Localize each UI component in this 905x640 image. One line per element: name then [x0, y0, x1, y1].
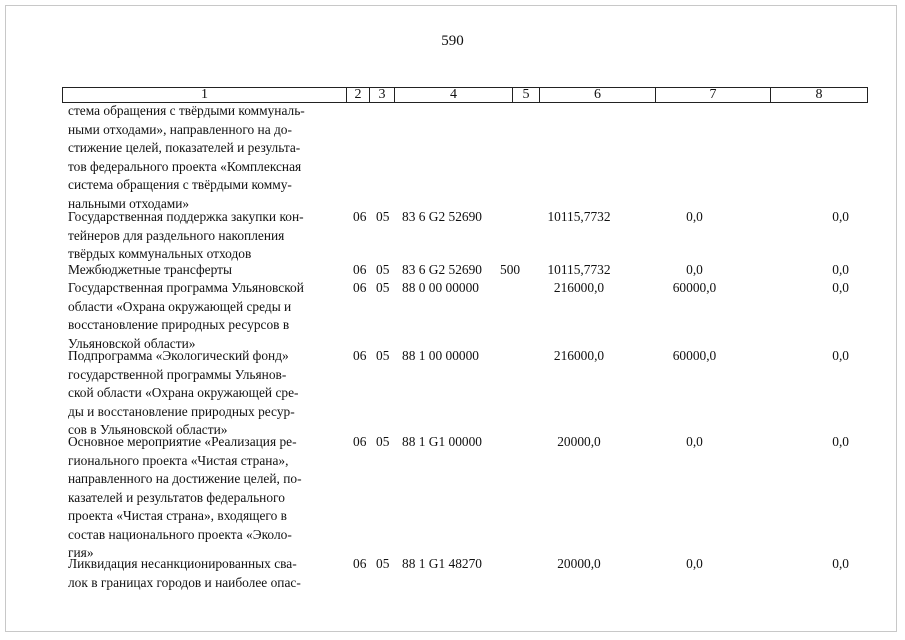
row-name-line: состав национального проекта «Эколо- — [68, 526, 292, 542]
column-header: 2 — [347, 88, 370, 103]
page-number: 590 — [441, 33, 464, 49]
cell-col-4: 88 1 G1 00000 — [402, 434, 482, 449]
row-name-line: ды и восстановление природных ресур- — [68, 403, 295, 419]
cell-col-8: 0,0 — [832, 262, 849, 277]
row-name — [68, 279, 344, 353]
cell-col-2: 06 — [353, 262, 367, 277]
row-name-line: твёрдых коммунальных отходов — [68, 246, 252, 261]
cell-col-7: 60000,0 — [672, 280, 717, 295]
cell-col-6: 10115,7732 — [547, 262, 611, 277]
row-name-line: сов в Ульяновской области» — [68, 422, 228, 437]
row-name-line: проекта «Чистая страна», входящего в — [68, 508, 287, 523]
row-name-line: казателей и результатов федерального — [68, 489, 285, 505]
row-name — [68, 555, 344, 592]
row-name-line: система обращения с твёрдыми комму- — [68, 177, 292, 192]
cell-col-2: 06 — [353, 348, 367, 363]
cell-col-4: 83 6 G2 52690 — [402, 262, 482, 277]
cell-col-7: 0,0 — [686, 556, 703, 571]
row-name-line: Ликвидация несанкционированных сва- — [68, 556, 297, 571]
cell-col-4: 83 6 G2 52690 — [402, 209, 482, 224]
column-header: 4 — [395, 88, 513, 103]
column-header: 5 — [513, 88, 540, 103]
cell-col-4: 88 1 G1 48270 — [402, 556, 482, 571]
row-name-line: области «Охрана окружающей среды и — [68, 298, 292, 314]
cell-col-3: 05 — [376, 556, 390, 571]
row-name-line: Подпрограмма «Экологический фонд» — [68, 348, 289, 363]
cell-col-3: 05 — [376, 280, 390, 295]
cell-col-7: 0,0 — [686, 262, 703, 277]
row-name-line: Основное мероприятие «Реализация ре- — [68, 434, 297, 449]
cell-col-5: 500 — [500, 262, 521, 277]
column-header-table — [62, 87, 868, 103]
cell-col-6: 10115,7732 — [547, 209, 611, 224]
cell-col-8: 0,0 — [832, 434, 849, 449]
cell-col-3: 05 — [376, 348, 390, 363]
cell-col-8: 0,0 — [832, 556, 849, 571]
row-name-line: Государственная поддержка закупки кон- — [68, 209, 304, 224]
column-header: 8 — [771, 88, 868, 103]
row-name-line: гия» — [68, 545, 94, 560]
cell-col-2: 06 — [353, 434, 367, 449]
row-name-line: ными отходами», направленного на до- — [68, 121, 292, 137]
row-name — [68, 102, 344, 213]
cell-col-3: 05 — [376, 434, 390, 449]
cell-col-6: 216000,0 — [553, 280, 605, 295]
row-name-line: лок в границах городов и наиболее опас- — [68, 574, 301, 590]
row-name — [68, 433, 344, 563]
row-name — [68, 347, 344, 440]
cell-col-4: 88 0 00 00000 — [402, 280, 479, 295]
cell-col-6: 20000,0 — [557, 556, 601, 571]
row-name-line: восстановление природных ресурсов в — [68, 317, 290, 332]
row-name — [68, 261, 344, 280]
row-name-line: нальными отходами» — [68, 195, 190, 211]
cell-col-4: 88 1 00 00000 — [402, 348, 479, 363]
cell-col-8: 0,0 — [832, 209, 849, 224]
cell-col-6: 216000,0 — [553, 348, 605, 363]
cell-col-7: 60000,0 — [672, 348, 717, 363]
cell-col-3: 05 — [376, 262, 390, 277]
column-header-row — [63, 88, 868, 103]
row-name-line: стема обращения с твёрдыми коммуналь- — [68, 103, 305, 118]
row-name-line: тов федерального проекта «Комплексная — [68, 158, 302, 174]
row-name-line: стижение целей, показателей и результа- — [68, 140, 301, 155]
row-name-line: направленного на достижение целей, по- — [68, 471, 302, 486]
cell-col-8: 0,0 — [832, 348, 849, 363]
cell-col-2: 06 — [353, 209, 367, 224]
cell-col-7: 0,0 — [686, 434, 703, 449]
column-header: 7 — [656, 88, 771, 103]
row-name-line: Ульяновской области» — [68, 335, 196, 351]
cell-col-7: 0,0 — [686, 209, 703, 224]
cell-col-8: 0,0 — [832, 280, 849, 295]
cell-col-2: 06 — [353, 280, 367, 295]
column-header: 6 — [540, 88, 656, 103]
row-name-line: Межбюджетные трансферты — [68, 262, 232, 277]
row-name-line: ской области «Охрана окружающей сре- — [68, 385, 299, 400]
row-name-line: государственной программы Ульянов- — [68, 366, 287, 382]
column-header: 1 — [63, 88, 347, 103]
column-header: 3 — [370, 88, 395, 103]
row-name-line: тейнеров для раздельного накопления — [68, 227, 285, 243]
row-name — [68, 208, 344, 264]
cell-col-2: 06 — [353, 556, 367, 571]
cell-col-3: 05 — [376, 209, 390, 224]
row-name-line: гионального проекта «Чистая страна», — [68, 452, 289, 468]
row-name-line: Государственная программа Ульяновской — [68, 280, 304, 295]
cell-col-6: 20000,0 — [557, 434, 601, 449]
